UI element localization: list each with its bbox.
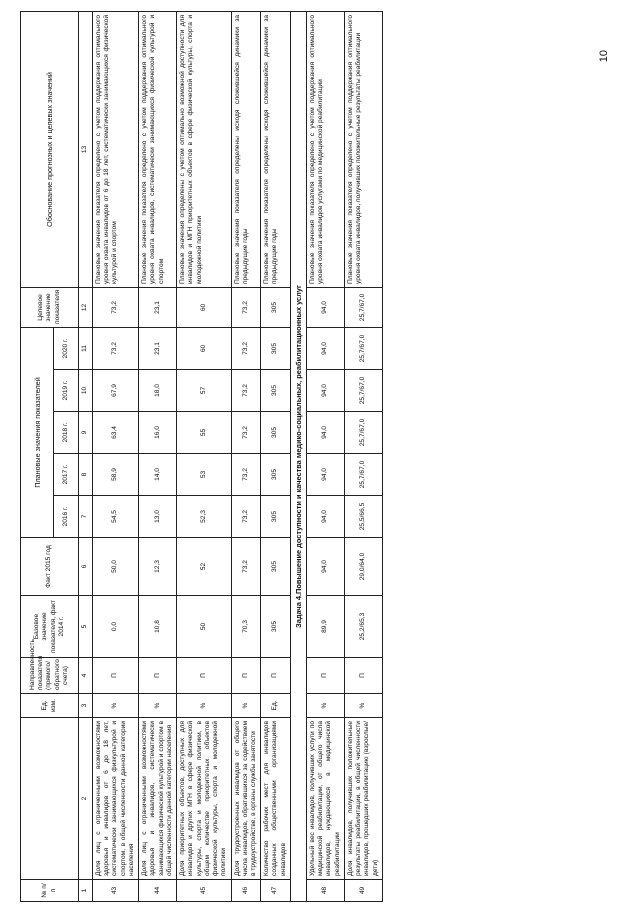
plan-2020: 25,7/67,0: [344, 327, 382, 369]
target-value: 73,2: [231, 287, 261, 327]
header-base: Базовое значение показателя, факт 2014 г.: [21, 596, 79, 658]
plan-2019: 57: [177, 370, 231, 412]
plan-2017: 53: [177, 454, 231, 496]
table-row: [344, 11, 382, 901]
column-number: 2: [79, 718, 93, 880]
column-number: 6: [79, 538, 93, 596]
plan-2017: 58,9: [93, 454, 139, 496]
fact-2015: 29,0/64,0: [344, 538, 382, 596]
fact-2015: 12,3: [139, 538, 177, 596]
fact-2015: 52: [177, 538, 231, 596]
indicator-name: Доля лиц с ограниченными возможностями здоровья и инвалидов, систематически занимающихся физической культурой и спортом в общей численности данной категории населения: [139, 718, 177, 880]
column-number: 12: [79, 287, 93, 327]
task-row: [290, 11, 306, 901]
row-number: 47: [261, 880, 291, 902]
base-value: 89,9: [306, 596, 344, 658]
base-value: 70,3: [231, 596, 261, 658]
indicator-name: Доля приоритетных объектов, доступных для инвалидов и других МГН в сфере физической культуры, спорта и молодежной политики, в общем количестве приоритетных объектов физической культуры, спорта и молодежной политики: [177, 718, 231, 880]
header-year: 2017 г.: [54, 454, 79, 496]
table-row: [261, 11, 291, 901]
target-value: 94,0: [306, 287, 344, 327]
unit: %: [139, 694, 177, 718]
plan-2017: 305: [261, 454, 291, 496]
plan-2017: 94,0: [306, 454, 344, 496]
direction: П: [306, 658, 344, 694]
unit: %: [231, 694, 261, 718]
column-number: 8: [79, 454, 93, 496]
unit: %: [93, 694, 139, 718]
column-number: 9: [79, 412, 93, 454]
rationale: Плановые значения определены с учетом оптимально возможной доступности для инвалидов и МГН приоритетных объектов в сфере физической культуры, спорта и молодежной политики: [177, 11, 231, 287]
plan-2020: 23,1: [139, 327, 177, 369]
column-number: 11: [79, 327, 93, 369]
table-row: [231, 11, 261, 901]
indicators-table: [20, 11, 383, 902]
header-row: [21, 11, 54, 901]
plan-2019: 25,7/67,0: [344, 370, 382, 412]
indicator-name: Количество рабочих мест для инвалидов созданных общественными организациями инвалидов: [261, 718, 291, 880]
indicator-name: Удельный вес инвалидов, получивших услуги по медицинской реабилитации, от общего числа инвалидов, нуждающихся в медицинской реабилитации: [306, 718, 344, 880]
base-value: 50: [177, 596, 231, 658]
fact-2015: 73,2: [231, 538, 261, 596]
column-number: 7: [79, 496, 93, 538]
header-year: 2016 г.: [54, 496, 79, 538]
plan-2016: 25,5/66,5: [344, 496, 382, 538]
plan-2019: 305: [261, 370, 291, 412]
plan-2018: 63,4: [93, 412, 139, 454]
plan-2016: 94,0: [306, 496, 344, 538]
indicator-name: Доля лиц с ограниченными возможностями здоровья и инвалидов от 6 до 18 лет, систематически занимающихся физкультурой и спортом, в общей численности данной категории населения: [93, 718, 139, 880]
rationale: Плановые значения показателя определены исходя сложившейся динамики за предыдущие годы: [261, 11, 291, 287]
header-num: № п/п: [21, 880, 79, 902]
plan-2020: 73,2: [231, 327, 261, 369]
direction: П: [231, 658, 261, 694]
header-name: [21, 718, 79, 880]
indicator-name: Доля трудоустроенных инвалидов от общего числа инвалидов, обратившихся за содействием в трудоустройстве, в органы службы занятости: [231, 718, 261, 880]
header-direction: Направленность показателя (прямого/обратного счета): [21, 658, 79, 694]
unit: %: [177, 694, 231, 718]
base-value: 10,8: [139, 596, 177, 658]
plan-2019: 94,0: [306, 370, 344, 412]
plan-2020: 94,0: [306, 327, 344, 369]
plan-2016: 52,3: [177, 496, 231, 538]
target-value: 25,7/67,0: [344, 287, 382, 327]
base-value: 305: [261, 596, 291, 658]
fact-2015: 94,0: [306, 538, 344, 596]
table-row: [177, 11, 231, 901]
rotated-page: [20, 12, 590, 902]
table-row: [139, 11, 177, 901]
plan-2016: 13,0: [139, 496, 177, 538]
plan-2020: 60: [177, 327, 231, 369]
plan-2018: 55: [177, 412, 231, 454]
plan-2019: 67,9: [93, 370, 139, 412]
fact-2015: 50,0: [93, 538, 139, 596]
plan-2018: 305: [261, 412, 291, 454]
header-year: 2018 г.: [54, 412, 79, 454]
rationale: Плановые значения показателя определено с учетом поддержания оптимального уровня охвата инвалидов, получивших положительные результаты реабилитации: [344, 11, 382, 287]
column-number: 10: [79, 370, 93, 412]
header-fact: Факт 2015 год: [21, 538, 79, 596]
unit: %: [306, 694, 344, 718]
task-title: Задача 4.Повышение доступности и качества медико-социальных, реабилитационных услуг: [290, 11, 306, 901]
table-row: [93, 11, 139, 901]
indicator-name: Доля инвалидов, получивших положительные результаты реабилитации, в общей численности инвалидов, прошедших реабилитацию (взрослые/дети): [344, 718, 382, 880]
target-value: 23,1: [139, 287, 177, 327]
plan-2016: 54,5: [93, 496, 139, 538]
direction: П: [344, 658, 382, 694]
column-numbers-row: [79, 11, 93, 901]
plan-2020: 73,2: [93, 327, 139, 369]
plan-2019: 73,2: [231, 370, 261, 412]
plan-2019: 18,0: [139, 370, 177, 412]
plan-2018: 16,0: [139, 412, 177, 454]
column-number: 13: [79, 11, 93, 287]
row-number: 44: [139, 880, 177, 902]
row-number: 48: [306, 880, 344, 902]
header-year: 2020 г.: [54, 327, 79, 369]
column-number: 3: [79, 694, 93, 718]
unit: %: [344, 694, 382, 718]
plan-2017: 73,2: [231, 454, 261, 496]
plan-2018: 73,2: [231, 412, 261, 454]
plan-2016: 305: [261, 496, 291, 538]
direction: П: [261, 658, 291, 694]
header-unit: Ед. изм.: [21, 694, 79, 718]
direction: П: [177, 658, 231, 694]
plan-2018: 94,0: [306, 412, 344, 454]
unit: Ед.: [261, 694, 291, 718]
fact-2015: 305: [261, 538, 291, 596]
rationale: Плановые значения показателя определено с учетом поддержания оптимального уровня охвата инвалидов, систематически занимающихся физической культурой и спортом: [139, 11, 177, 287]
row-number: 49: [344, 880, 382, 902]
target-value: 73,2: [93, 287, 139, 327]
table-row: [306, 11, 344, 901]
rationale: Плановые значения показателя определено с учетом поддержания оптимального уровня охвата инвалидов услугами по медицинской реабилитации: [306, 11, 344, 287]
header-plan-group: Плановые значения показателей: [21, 327, 54, 537]
row-number: 43: [93, 880, 139, 902]
plan-2016: 73,2: [231, 496, 261, 538]
target-value: 305: [261, 287, 291, 327]
base-value: 0,0: [93, 596, 139, 658]
header-year: 2019 г.: [54, 370, 79, 412]
header-target: Целевое значение показателя: [21, 287, 79, 327]
plan-2017: 25,7/67,0: [344, 454, 382, 496]
plan-2020: 305: [261, 327, 291, 369]
column-number: 4: [79, 658, 93, 694]
page-number: 10: [598, 50, 610, 63]
plan-2017: 14,0: [139, 454, 177, 496]
column-number: 5: [79, 596, 93, 658]
direction: П: [93, 658, 139, 694]
rationale: Плановые значения показателя определено с учетом поддержания оптимального уровня охвата инвалидов от 6 до 18 лет, систематически занимающихся физической культурой и спортом: [93, 11, 139, 287]
row-number: 46: [231, 880, 261, 902]
plan-2018: 25,7/67,0: [344, 412, 382, 454]
column-number: 1: [79, 880, 93, 902]
rationale: Плановые значения показателя определены исходя сложившейся динамики за предыдущие годы: [231, 11, 261, 287]
direction: П: [139, 658, 177, 694]
target-value: 60: [177, 287, 231, 327]
row-number: 45: [177, 880, 231, 902]
header-rationale: Обоснование прогнозных и целевых значений: [21, 11, 79, 287]
base-value: 25,2/65,3: [344, 596, 382, 658]
